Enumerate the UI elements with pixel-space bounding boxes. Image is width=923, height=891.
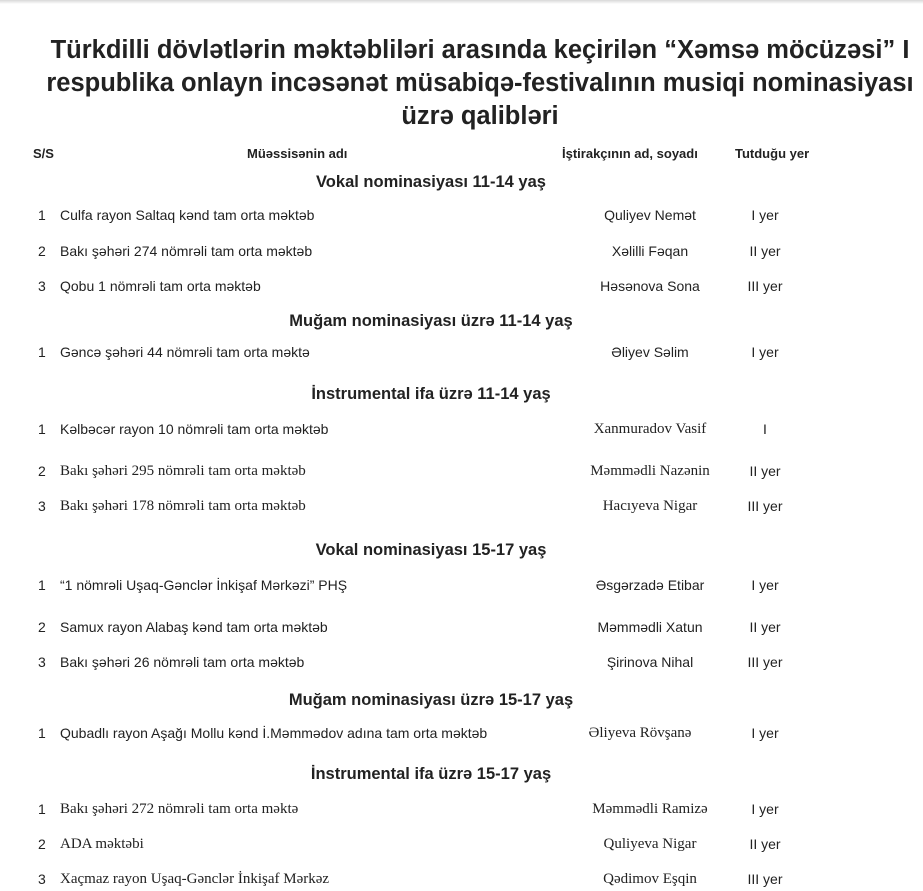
row-institution: Xaçmaz rayon Uşaq-Gənclər İnkişaf Mərkəz [60, 871, 330, 887]
row-number: 1 [38, 207, 46, 223]
row-number: 1 [38, 344, 46, 360]
section-title: Vokal nominasiyası 11-14 yaş [316, 173, 546, 191]
row-institution: Bakı şəhəri 274 nömrəli tam orta məktəb [60, 243, 313, 259]
row-participant: Quliyev Nemət [604, 207, 696, 223]
row-number: 3 [38, 654, 46, 670]
row-institution: Qobu 1 nömrəli tam orta məktəb [60, 278, 261, 294]
row-number: 1 [38, 421, 46, 437]
table-row [0, 278, 923, 298]
table-row [0, 463, 923, 483]
header-participant: İştirakçının ad, soyadı [562, 146, 698, 161]
table-row [0, 207, 923, 227]
header-place: Tutduğu yer [735, 146, 810, 161]
row-participant: Xəlilli Fəqan [611, 243, 689, 259]
row-place: II yer [749, 619, 781, 635]
row-institution: Bakı şəhəri 295 nömrəli tam orta məktəb [60, 463, 306, 479]
row-place: I yer [751, 577, 779, 593]
row-place: III yer [747, 498, 783, 514]
row-participant: Məmmədli Xatun [597, 619, 703, 635]
row-participant: Əliyeva Rövşanə [588, 725, 692, 741]
table-row [0, 421, 923, 441]
row-participant: Xanmuradov Vasif [593, 421, 707, 437]
row-institution: Kəlbəcər rayon 10 nömrəli tam orta məktəb [60, 421, 329, 437]
row-participant: Məmmədli Nazənin [590, 463, 710, 479]
table-row [0, 619, 923, 639]
section-title: İnstrumental ifa üzrə 11-14 yaş [311, 385, 551, 403]
section-title: İnstrumental ifa üzrə 15-17 yaş [310, 765, 552, 783]
row-number: 2 [38, 243, 46, 259]
row-institution: “1 nömrəli Uşaq-Gənclər İnkişaf Mərkəzi” PHŞ [60, 577, 348, 593]
row-place: III yer [747, 871, 783, 887]
table-row [0, 498, 923, 518]
header-num: S/S [33, 146, 54, 161]
row-participant: Məmmədli Ramizə [592, 801, 708, 817]
row-participant: Hacıyeva Nigar [602, 498, 698, 514]
row-participant: Əsgərzadə Etibar [595, 577, 705, 593]
top-edge [0, 0, 923, 4]
table-row [0, 654, 923, 674]
section-title: Muğam nominasiyası üzrə 15-17 yaş [288, 691, 574, 709]
row-number: 3 [38, 278, 46, 294]
row-place: I yer [751, 801, 779, 817]
row-place: I yer [751, 725, 779, 741]
row-participant: Qədimov Eşqin [603, 871, 697, 887]
row-number: 2 [38, 463, 46, 479]
row-institution: Samux rayon Alabaş kənd tam orta məktəb [60, 619, 328, 635]
row-institution: Bakı şəhəri 272 nömrəli tam orta məktə [60, 801, 299, 817]
row-number: 3 [38, 498, 46, 514]
row-number: 1 [38, 801, 46, 817]
row-participant: Şirinova Nihal [606, 654, 694, 670]
row-place: II yer [749, 463, 781, 479]
table-row [0, 871, 923, 891]
row-institution: Bakı şəhəri 26 nömrəli tam orta məktəb [60, 654, 305, 670]
row-number: 3 [38, 871, 46, 887]
table-row [0, 725, 923, 745]
table-row [0, 344, 923, 364]
row-institution: Qubadlı rayon Aşağı Mollu kənd İ.Məmmədov adına tam orta məktəb [60, 725, 488, 741]
row-place: I yer [751, 344, 779, 360]
row-participant: Əliyev Səlim [611, 344, 689, 360]
table-row [0, 801, 923, 821]
row-place: II yer [749, 836, 781, 852]
header-institution: Müəssisənin adı [247, 146, 348, 161]
row-place: II yer [749, 243, 781, 259]
row-number: 1 [38, 725, 46, 741]
row-place: III yer [747, 654, 783, 670]
table-row [0, 577, 923, 597]
document-title: Türkdilli dövlətlərin məktəbliləri arasında keçirilən “Xəmsə möcüzəsi” I respublika onlayn incəsənət müsabiqə-festivalının musiqi nominasiyası üzrə qalibləri [46, 36, 914, 130]
row-place: I [763, 421, 767, 437]
row-number: 1 [38, 577, 46, 593]
section-title: Vokal nominasiyası 15-17 yaş [315, 541, 547, 559]
row-number: 2 [38, 619, 46, 635]
table-row [0, 836, 923, 856]
section-title: Muğam nominasiyası üzrə 11-14 yaş [289, 312, 573, 330]
row-place: III yer [747, 278, 783, 294]
row-institution: ADA məktəbi [60, 836, 144, 852]
row-place: I yer [751, 207, 779, 223]
row-participant: Həsənova Sona [600, 278, 700, 294]
row-institution: Bakı şəhəri 178 nömrəli tam orta məktəb [60, 498, 306, 514]
row-institution: Culfa rayon Saltaq kənd tam orta məktəb [60, 207, 315, 223]
row-institution: Gəncə şəhəri 44 nömrəli tam orta məktə [60, 344, 310, 360]
table-row [0, 243, 923, 263]
row-participant: Quliyeva Nigar [603, 836, 697, 852]
row-number: 2 [38, 836, 46, 852]
